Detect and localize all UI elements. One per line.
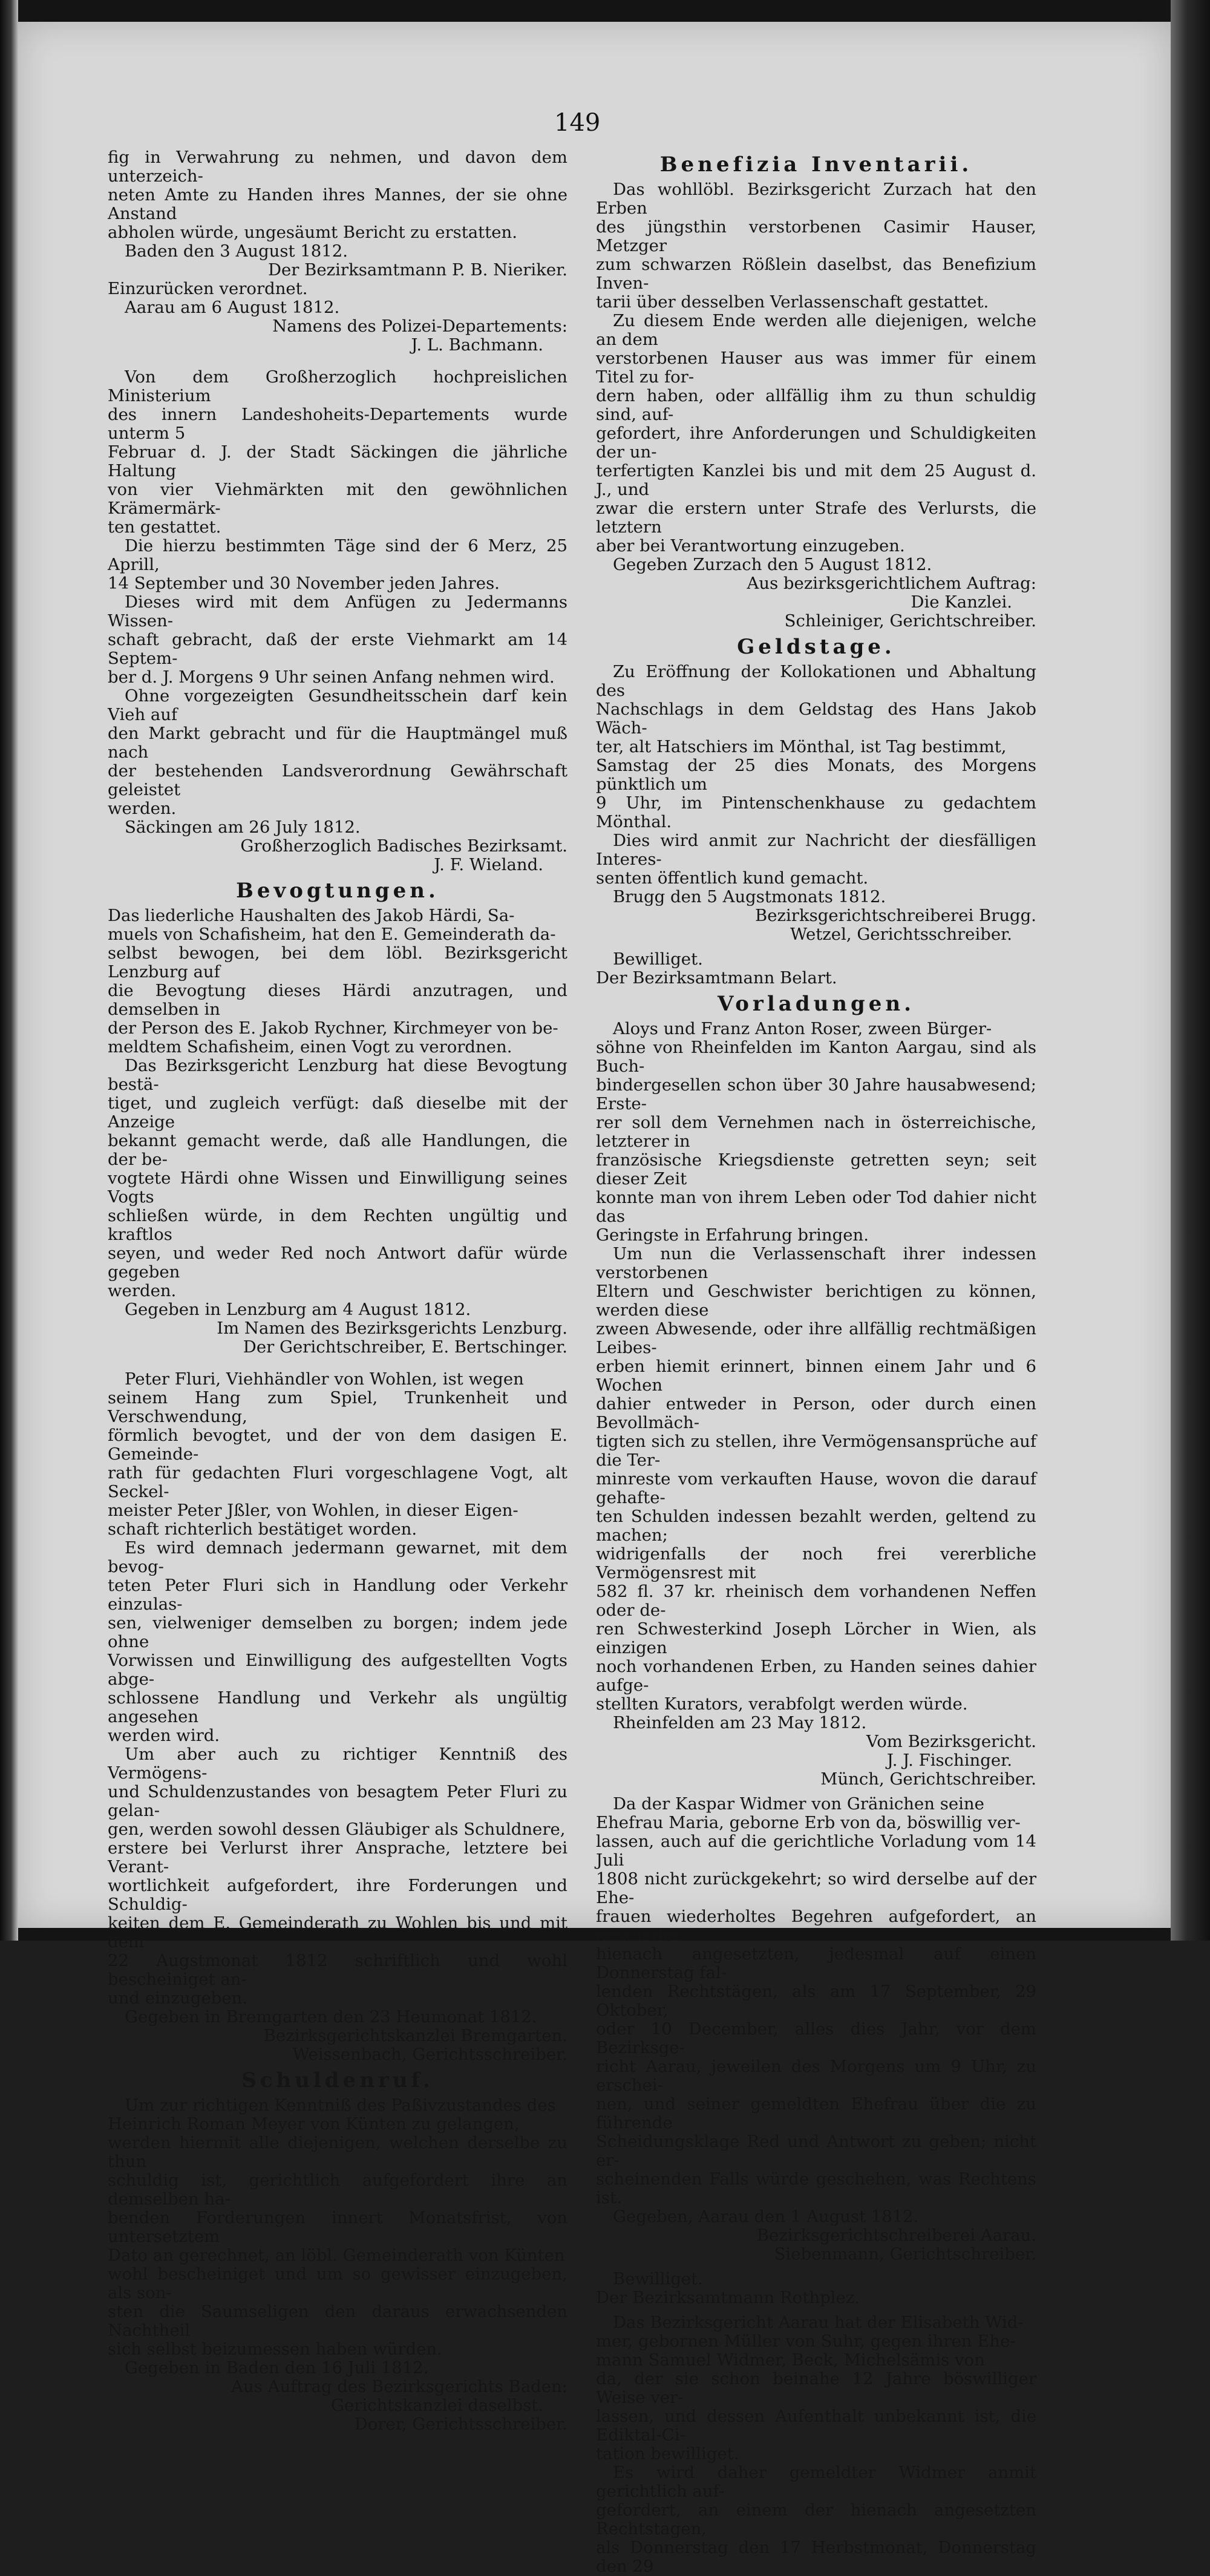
text-line: Der Bezirksamtmann Rothplez. [596, 2288, 860, 2307]
text-line: Säckingen am 26 July 1812. [125, 818, 361, 837]
text-line: Samstag der 25 dies Monats, des Morgens pünktlich um [596, 756, 1036, 794]
text-line: Die Kanzlei. [911, 592, 1012, 612]
text-line: des innern Landeshoheits-Departements wurde unterm 5 [108, 405, 567, 443]
text-line: Zu diesem Ende werden alle diejenigen, welche an dem [596, 311, 1036, 349]
text-line: fig in Verwahrung zu nehmen, und davon dem unterzeich- [108, 148, 567, 186]
text-line: Es wird daher gemeldter Widmer anmit gerichtlich auf- [596, 2463, 1036, 2501]
text-line: Im Namen des Bezirksgerichts Lenzburg. [217, 1319, 567, 1338]
text-line: söhne von Rheinfelden im Kanton Aargau, sind als Buch- [596, 1038, 1036, 1076]
text-line: mann Samuel Widmer, Beck, Michelsämis von [596, 2350, 985, 2370]
text-line: Gegeben in Bremgarten den 23 Heumonat 1812. [125, 2007, 537, 2027]
text-line: aber bei Verantwortung einzugeben. [596, 536, 905, 556]
section-heading: Vorladungen. [718, 992, 915, 1016]
text-line: J. F. Wieland. [434, 855, 543, 874]
text-line: oder 10 December, alles dies Jahr, vor dem Bezirksge- [596, 2019, 1036, 2057]
text-line: dahier entweder in Person, oder durch einen Bevollmäch- [596, 1394, 1036, 1432]
spacer [108, 355, 567, 368]
text-line: ber d. J. Morgens 9 Uhr seinen Anfang nehmen wird. [108, 667, 555, 687]
text-line: lenden Rechtstägen, als am 17 September, 29 Oktober, [596, 1982, 1036, 2020]
text-line: Der Gerichtschreiber, E. Bertschinger. [243, 1337, 567, 1357]
page-edge [1171, 0, 1210, 1941]
text-line: Dato an gerechnet, an löbl. Gemeinderath von Künten [108, 2246, 565, 2265]
text-line: ten gestattet. [108, 517, 221, 537]
text-line: Gegeben in Baden den 16 Juli 1812. [125, 2358, 429, 2378]
text-line: Das Bezirksgericht Lenzburg hat diese Bevogtung bestä- [108, 1056, 567, 1094]
text-line: richt Aarau, jeweilen des Morgens um 9 Uhr, zu erschei- [596, 2057, 1036, 2095]
text-line: sen, vielweniger demselben zu borgen; indem jede ohne [108, 1613, 567, 1651]
text-line: bindergesellen schon über 30 Jahre hausabwesend; Erste- [596, 1075, 1036, 1113]
text-line: meldtem Schafisheim, einen Vogt zu verordnen. [108, 1037, 512, 1057]
text-line: Schleiniger, Gerichtschreiber. [784, 611, 1036, 631]
text-line: erstere bei Verlurst ihrer Ansprache, letztere bei Verant- [108, 1838, 567, 1876]
text-line: Der Bezirksamtmann P. B. Nieriker. [267, 260, 567, 280]
text-line: gefordert, an einem der hienach angesetzten Rechtstagen, [596, 2500, 1036, 2538]
text-line: Brugg den 5 Augstmonats 1812. [613, 887, 886, 906]
right-column [596, 148, 1036, 2576]
text-line: der Person des E. Jakob Rychner, Kirchmeyer von be- [108, 1018, 558, 1038]
text-line: Geringste in Erfahrung bringen. [596, 1225, 869, 1245]
text-line: Wetzel, Gerichtsschreiber. [790, 925, 1012, 944]
text-line: Aloys und Franz Anton Roser, zween Bürger- [613, 1019, 992, 1038]
text-line: seyen, und weder Red noch Antwort dafür würde gegeben [108, 1244, 567, 1282]
text-line: und Schuldenzustandes von besagtem Peter Fluri zu gelan- [108, 1782, 567, 1820]
text-line: Um aber auch zu richtiger Kenntniß des Vermögens- [108, 1745, 567, 1783]
text-line: 582 fl. 37 kr. rheinisch dem vorhandenen Neffen oder de- [596, 1582, 1036, 1620]
page-number: 149 [554, 109, 601, 137]
text-line: noch vorhandenen Erben, zu Handen seines dahier aufge- [596, 1657, 1036, 1695]
text-line: und einzugeben. [108, 1988, 247, 2008]
text-line: ren Schwesterkind Joseph Lörcher in Wien, als einzigen [596, 1619, 1036, 1657]
section-heading: Schuldenruf. [241, 2068, 434, 2093]
text-line: gen, werden sowohl dessen Gläubiger als Schuldnere, [108, 1820, 566, 1839]
left-column [108, 148, 567, 2434]
text-line: französische Kriegsdienste getretten seyn; seit dieser Zeit [596, 1150, 1036, 1188]
text-line: dern haben, oder allfällig ihm zu thun schuldig sind, auf- [596, 386, 1036, 424]
text-line: Rheinfelden am 23 May 1812. [613, 1713, 867, 1732]
text-line: Aarau am 6 August 1812. [125, 298, 340, 317]
spacer [596, 2307, 1036, 2313]
text-line: minreste vom verkauften Hause, wovon die darauf gehafte- [596, 1469, 1036, 1507]
text-line: keiten dem E. Gemeinderath zu Wohlen bis und mit dem [108, 1913, 567, 1952]
text-line: teten Peter Fluri sich in Handlung oder Verkehr einzulas- [108, 1576, 567, 1614]
text-line: schuldig ist, gerichtlich aufgefordert ihre an demselben ha- [108, 2171, 567, 2209]
text-line: förmlich bevogtet, und der von dem dasigen E. Gemeinde- [108, 1426, 567, 1464]
text-line: Bewilliget. [613, 949, 703, 969]
text-line: werden. [108, 799, 177, 818]
text-line: Es wird demnach jedermann gewarnet, mit dem bevog- [108, 1538, 567, 1576]
text-line: nen, und seiner gemeldten Ehefrau über die zu führende [596, 2094, 1036, 2132]
text-line: den Markt gebracht und für die Hauptmängel muß nach [108, 724, 567, 762]
text-line: wohl bescheiniget und um so gewisser einzugeben, als son- [108, 2264, 567, 2302]
text-line: Bezirksgerichtschreiberei Brugg. [755, 906, 1036, 925]
text-line: Großherzoglich Badisches Bezirksamt. [240, 836, 567, 856]
text-line: wortlichkeit aufgefordert, ihre Forderungen und Schuldig- [108, 1876, 567, 1914]
text-line: Dorer, Gerichtsschreiber. [354, 2414, 567, 2434]
text-line: zum schwarzen Rößlein daselbst, das Benefizium Inven- [596, 255, 1036, 293]
text-line: erben hiemit erinnert, binnen einem Jahr und 6 Wochen [596, 1357, 1036, 1395]
text-line: meister Peter Jßler, von Wohlen, in dieser Eigen- [108, 1501, 518, 1520]
text-line: Dieses wird mit dem Anfügen zu Jedermanns Wissen- [108, 592, 567, 631]
text-line: Vom Bezirksgericht. [866, 1732, 1036, 1751]
text-line: benden Forderungen innert Monatsfrist, von untersetztem [108, 2208, 567, 2246]
text-line: sich selbst beizumessen haben würden. [108, 2339, 442, 2359]
text-line: bekannt gemacht werde, daß alle Handlungen, die der be- [108, 1131, 567, 1169]
text-line: Gegeben Zurzach den 5 August 1812. [613, 555, 932, 574]
text-line: Bezirksgerichtschreiberei Aarau. [756, 2226, 1036, 2245]
text-line: J. J. Fischinger. [886, 1751, 1012, 1770]
text-line: muels von Schafisheim, hat den E. Gemeinderath da- [108, 925, 556, 944]
text-line: Vorwissen und Einwilligung des aufgestellten Vogts abge- [108, 1651, 567, 1689]
text-line: werden. [108, 1281, 177, 1300]
text-line: Um nun die Verlassenschaft ihrer indessen verstorbenen [596, 1244, 1036, 1282]
text-line: schaft gebracht, daß der erste Viehmarkt am 14 Septem- [108, 630, 567, 668]
text-line: sten die Saumseligen den daraus erwachsenden Nachtheil [108, 2302, 567, 2340]
text-line: tation bewilliget. [596, 2444, 739, 2463]
text-line: von vier Viehmärkten mit den gewöhnlichen Krämermärk- [108, 480, 567, 518]
text-line: Dies wird anmit zur Nachricht der diesfälligen Interes- [596, 831, 1036, 869]
text-line: konnte man von ihrem Leben oder Tod dahier nicht das [596, 1188, 1036, 1226]
text-line: als Donnerstag den 17 Herbstmonat, Donnerstag den 29 [596, 2538, 1036, 2576]
text-line: Eltern und Geschwister berichtigen zu können, werden diese [596, 1282, 1036, 1320]
text-line: frauen wiederholtes Begehren aufgefordert, an einem der [596, 1907, 1036, 1945]
text-line: schlossene Handlung und Verkehr als ungültig angesehen [108, 1688, 567, 1726]
text-line: Bezirksgerichtskanzlei Bremgarten. [263, 2026, 567, 2045]
text-line: widrigenfalls der noch frei vererbliche Vermögensrest mit [596, 1544, 1036, 1582]
text-line: der bestehenden Landsverordnung Gewährschaft geleistet [108, 761, 567, 799]
text-line: Das liederliche Haushalten des Jakob Härdi, Sa- [108, 906, 515, 925]
text-line: Scheidungsklage Red und Antwort zu geben; nicht er- [596, 2132, 1036, 2170]
text-line: mer, gebornen Müller von Suhr, gegen ihren Ehe- [596, 2332, 1016, 2351]
text-line: neten Amte zu Handen ihres Mannes, der sie ohne Anstand [108, 185, 567, 223]
text-line: tiget, und zugleich verfügt: daß dieselbe mit der Anzeige [108, 1093, 567, 1132]
text-line: hienach angesetzten, jedesmal auf einen Donnerstag fal- [596, 1944, 1036, 1982]
text-line: zween Abwesende, oder ihre allfällig rechtmäßigen Leibes- [596, 1319, 1036, 1357]
text-line: Baden den 3 August 1812. [125, 241, 348, 261]
text-line: Ohne vorgezeigten Gesundheitsschein darf kein Vieh auf [108, 686, 567, 724]
text-line: Februar d. J. der Stadt Säckingen die jährliche Haltung [108, 442, 567, 480]
text-line: 22 Augstmonat 1812 schriftlich und wohl bescheiniget an- [108, 1951, 567, 1989]
text-line: Das Bezirksgericht Aarau hat der Elisabeth Wid- [613, 2313, 1024, 2332]
text-line: seinem Hang zum Spiel, Trunkenheit und Verschwendung, [108, 1388, 567, 1426]
text-line: 9 Uhr, im Pintenschenkhause zu gedachtem Mönthal. [596, 793, 1036, 831]
text-line: Da der Kaspar Widmer von Gränichen seine [613, 1794, 984, 1814]
text-line: Gerichtskanzlei daselbst. [330, 2396, 543, 2415]
text-line: senten öffentlich kund gemacht. [596, 868, 869, 888]
text-line: Namens des Polizei-Departements: [272, 316, 567, 336]
text-line: J. L. Bachmann. [411, 335, 543, 355]
text-line: rer soll dem Vernehmen nach in österreichische, letzterer in [596, 1113, 1036, 1151]
text-line: stellten Kurators, verabfolgt werden würde. [596, 1694, 968, 1714]
text-line: 1808 nicht zurückgekehrt; so wird derselbe auf der Ehe- [596, 1869, 1036, 1907]
spacer [108, 1357, 567, 1370]
text-line: Um zur richtigen Kenntniß des Paßivzustandes des [125, 2096, 556, 2115]
spacer [596, 2264, 1036, 2270]
text-line: zwar die erstern unter Strafe des Verlursts, die letztern [596, 499, 1036, 537]
text-line: Einzurücken verordnet. [108, 279, 308, 298]
text-line: gefordert, ihre Anforderungen und Schuldigkeiten der un- [596, 424, 1036, 462]
section-heading: Geldstage. [737, 635, 895, 659]
text-line: Siebenmann, Gerichtschreiber. [774, 2244, 1036, 2264]
book-gutter [0, 0, 18, 1941]
text-line: Aus Auftrag des Bezirksgerichts Baden: [231, 2377, 567, 2396]
text-line: Zu Eröffnung der Kollokationen und Abhaltung des [596, 662, 1036, 700]
text-line: Weissenbach, Gerichtsschreiber. [292, 2045, 567, 2064]
text-line: werden hiermit alle diejenigen, welchen derselbe zu thun [108, 2133, 567, 2171]
text-line: Das wohllöbl. Bezirksgericht Zurzach hat den Erben [596, 180, 1036, 218]
text-line: Peter Fluri, Viehhändler von Wohlen, ist wegen [125, 1369, 524, 1389]
text-line: die Bevogtung dieses Härdi anzutragen, und demselben in [108, 981, 567, 1019]
text-line: Aus bezirksgerichtlichem Auftrag: [747, 574, 1036, 593]
text-line: Gegeben, Aarau den 1 August 1812. [613, 2207, 919, 2226]
text-line: Ehefrau Maria, geborne Erb von da, böswillig ver- [596, 1813, 1021, 1832]
text-line: Nachschlags in dem Geldstag des Hans Jakob Wäch- [596, 700, 1036, 738]
text-line: rath für gedachten Fluri vorgeschlagene Vogt, alt Seckel- [108, 1463, 567, 1501]
text-line: schließen würde, in dem Rechten ungültig und kraftlos [108, 1206, 567, 1244]
text-line: Die hierzu bestimmten Täge sind der 6 Merz, 25 Aprill, [108, 536, 567, 574]
text-line: vogtete Härdi ohne Wissen und Einwilligung seines Vogts [108, 1168, 567, 1207]
section-heading: Benefizia Inventarii. [659, 152, 973, 177]
text-line: des jüngsthin verstorbenen Casimir Hauser, Metzger [596, 217, 1036, 255]
text-line: tarii über desselben Verlassenschaft gestattet. [596, 292, 989, 312]
text-line: verstorbenen Hauser aus was immer für einem Titel zu for- [596, 349, 1036, 387]
section-heading: Bevogtungen. [236, 879, 439, 903]
text-line: lassen, und dessen Aufenthalt unbekannt ist, die Ediktal-Ci- [596, 2407, 1036, 2445]
text-line: tigten sich zu stellen, ihre Vermögensansprüche auf die Ter- [596, 1432, 1036, 1470]
text-line: Gegeben in Lenzburg am 4 August 1812. [125, 1300, 471, 1319]
text-line: Münch, Gerichtschreiber. [820, 1769, 1036, 1789]
text-line: ten Schulden indessen bezahlt werden, geltend zu machen; [596, 1507, 1036, 1545]
text-line: werden wird. [108, 1726, 220, 1745]
text-line: schaft richterlich bestätiget worden. [108, 1519, 417, 1539]
text-line: abholen würde, ungesäumt Bericht zu erstatten. [108, 223, 518, 242]
text-line: Bewilliget. [613, 2269, 703, 2289]
text-line: terfertigten Kanzlei bis und mit dem 25 August d. J., und [596, 461, 1036, 499]
text-line: selbst bewogen, bei dem löbl. Bezirksgericht Lenzburg auf [108, 943, 567, 982]
text-line: lassen, auch auf die gerichtliche Vorladung vom 14 Juli [596, 1832, 1036, 1870]
text-line: ter, alt Hatschiers im Mönthal, ist Tag bestimmt, [596, 737, 1007, 756]
text-line: 14 September und 30 November jeden Jahres. [108, 574, 500, 593]
text-line: scheinenden Falls würde geschehen, was Rechtens ist. [596, 2169, 1036, 2207]
text-line: Heinrich Roman Meyer von Künten zu gelangen, [108, 2114, 520, 2134]
text-line: da, der sie schon beinahe 12 Jahre böswilliger Weise ver- [596, 2369, 1036, 2407]
text-line: Der Bezirksamtmann Belart. [596, 968, 837, 988]
text-line: Von dem Großherzoglich hochpreislichen Ministerium [108, 367, 567, 405]
